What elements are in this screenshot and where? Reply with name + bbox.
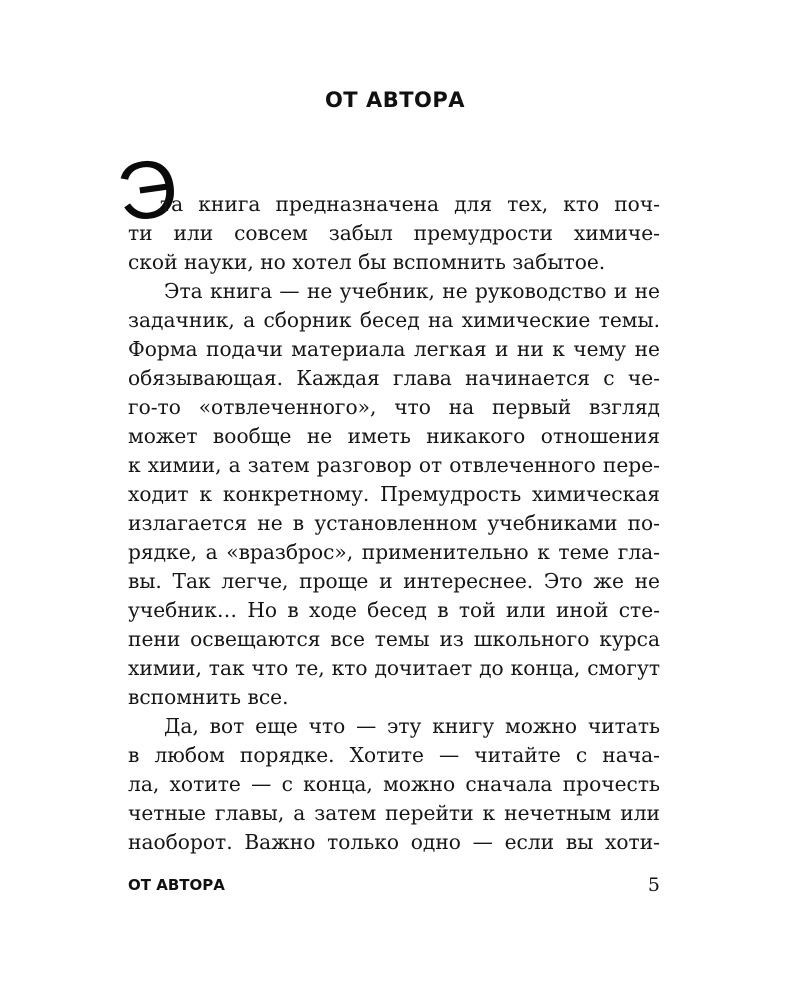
text-line: Да, вот еще что — эту книгу можно читать	[164, 714, 660, 738]
text-line: Эта книга — не учебник, не руководство и не	[164, 279, 660, 303]
text-line: излагается не в установленном учебниками по-	[128, 511, 660, 535]
text-line: к химии, а затем разговор от отвлеченного пере-	[128, 453, 660, 477]
text-line: та книга предназначена для тех, кто поч-	[160, 192, 660, 216]
text-line: го-то «отвлеченного», что на первый взгляд	[128, 395, 660, 419]
text-line: ти или совсем забыл премудрости химиче-	[128, 221, 660, 245]
page-footer	[128, 876, 660, 900]
text-line: Форма подачи материала легкая и ни к чему не	[128, 337, 660, 361]
text-line: вы. Так легче, проще и интереснее. Это же не	[128, 569, 660, 593]
text-line: наоборот. Важно только одно — если вы хоти-	[128, 830, 660, 854]
page-title: ОТ АВТОРА	[324, 88, 466, 112]
text-line: пени освещаются все темы из школьного курса	[128, 627, 660, 651]
page-number: 5	[647, 874, 660, 896]
text-line: в любом порядке. Хотите — читайте с нача-	[128, 743, 660, 767]
running-footer-title: ОТ АВТОРА	[128, 876, 225, 894]
text-line: задачник, а сборник бесед на химические темы.	[128, 308, 660, 332]
body-text	[128, 190, 660, 857]
text-line: ла, хотите — с конца, можно сначала прочесть	[128, 772, 660, 796]
text-line: учебник… Но в ходе бесед в той или иной сте-	[128, 598, 660, 622]
text-line: обязывающая. Каждая глава начинается с че-	[128, 366, 660, 390]
text-line: химии, так что те, кто дочитает до конца, смогут	[128, 656, 660, 680]
text-line: вспомнить все.	[128, 685, 289, 709]
text-line: может вообще не иметь никакого отношения	[128, 424, 660, 448]
text-line: ской науки, но хотел бы вспомнить забытое.	[128, 250, 606, 274]
text-line: четные главы, а затем перейти к нечетным или	[128, 801, 660, 825]
text-line: рядке, а «вразброс», применительно к теме гла-	[128, 540, 660, 564]
drop-cap: Э	[111, 141, 183, 240]
text-line: ходит к конкретному. Премудрость химическая	[128, 482, 660, 506]
